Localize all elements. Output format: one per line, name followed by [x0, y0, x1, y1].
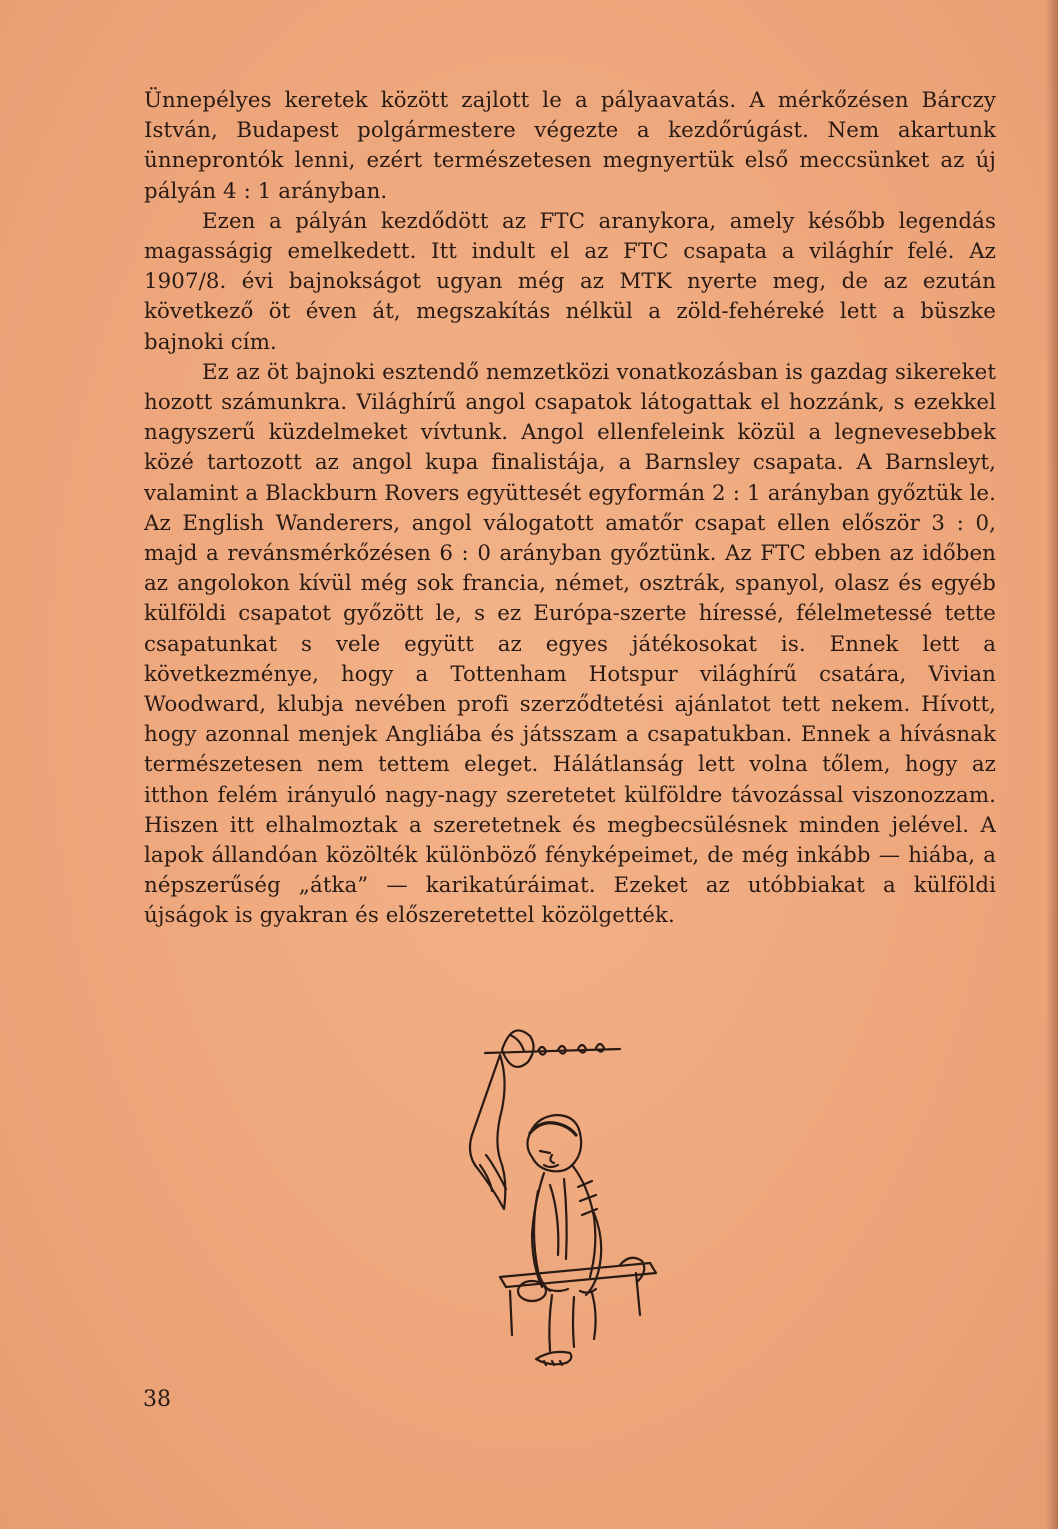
hanging-shirt [470, 1055, 505, 1209]
player-legs [549, 1295, 552, 1351]
hanging-hat [502, 1030, 534, 1066]
player-left-arm [534, 1191, 550, 1291]
paragraph-1: Ünnepélyes keretek között zajlott le a pályaavatás. A mérkőzésen Bárczy István, Budapest polgármestere végezte a kezdőrúgást. Nem akartunk ünneprontók lenni, ezért természetesen megnyertük első meccsünket az új pályán 4 : 1 arányban. [144, 88, 996, 204]
hook-4 [596, 1044, 604, 1052]
page-number: 38 [143, 1387, 171, 1412]
page-binding-shadow [1046, 0, 1058, 1529]
paragraph-3: Ez az öt bajnoki esztendő nemzetközi vonatkozásban is gazdag sikereket hozott számunkra. Világhírű angol csapatok látogattak el hozzánk, s ezekkel nagyszerű küzdelmeket vívtunk. Angol ellenfeleink közül a legnevesebbek közé tartozott az angol kupa finalistája, a Barnsley csapata. A Barnsleyt, valamint a Blackburn Rovers együttesét egyformán 2 : 1 arányban győztük le. Az English Wanderers, angol válogatott amatőr csapat ellen először 3 : 0, majd a revánsmérkőzésen 6 : 0 arányban győztünk. Az FTC ebben az időben az angolokon kívül még sok francia, német, osztrák, spanyol, olasz és egyéb külföldi csapatot győzött le, s ez Európa-szerte híressé, félelmetessé tette csapatunkat s vele együtt az egyes játékosokat is. Ennek lett a következménye, hogy a Tottenham Hotspur világhírű csatára, Vivian Woodward, klubja nevében profi szerződtetési ajánlatot tett nekem. Hívott, hogy azonnal menjek Angliába és játsszam a csapatukban. Ennek a hívásnak természetesen nem tettem eleget. Hálátlanság lett volna tőlem, hogy az itthon felém irányuló nagy-nagy szeretetet külföldre távozással viszonozzam. Hiszen itt elhalmoztak a szeretetnek és megbecsülésnek minden jelével. A lapok állandóan közölték különböző fényképeimet, de még inkább — hiába, a népszerűség „átka” — karikatúráimat. Ezeket az utóbbiakat a külföldi újságok is gyakran és előszeretettel közölgették. [144, 359, 996, 929]
body-text [144, 86, 996, 932]
hook-3 [578, 1045, 586, 1053]
paragraph-2: Ezen a pályán kezdődött az FTC aranykora, amely később legendás magasságig emelkedett. Itt indult el az FTC csapata a világhír felé. Az 1907/8. évi bajnokságot ugyan még az MTK nyerte meg, de az ezután következő öt éven át, megszakítás nélkül a zöld-fehéreké lett a büszke bajnoki cím. [144, 208, 996, 355]
caricature-illustration [440, 1015, 660, 1375]
